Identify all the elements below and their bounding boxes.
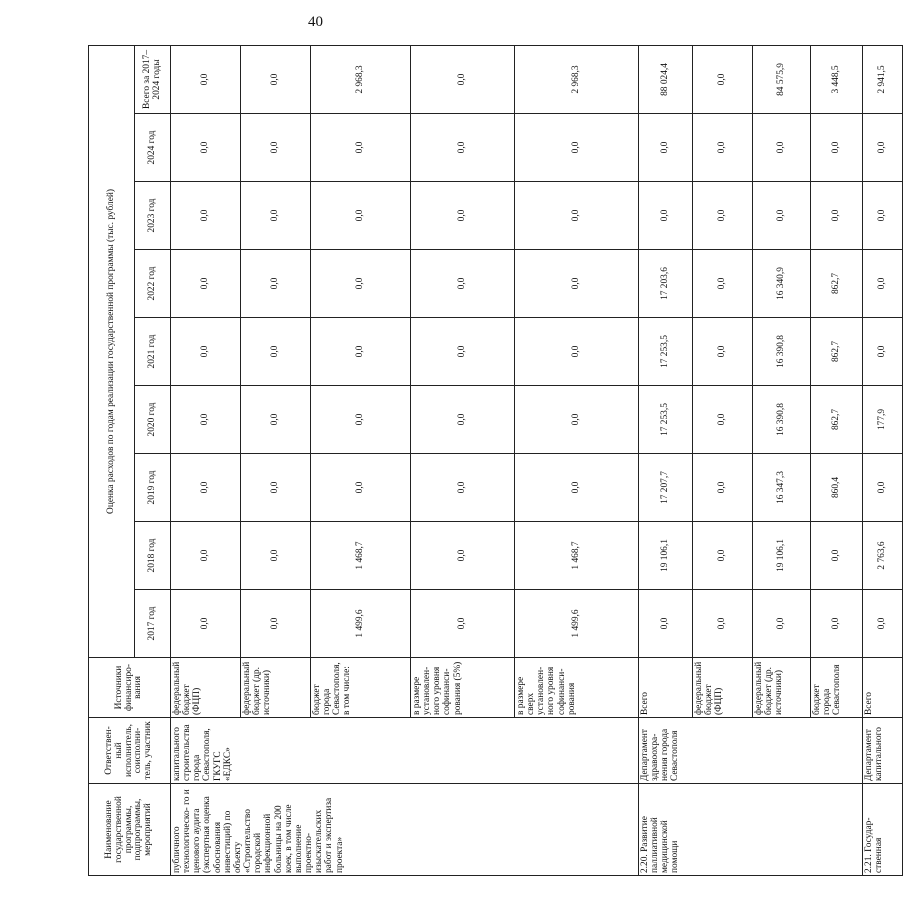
- total-cell: 2 968,3: [515, 45, 639, 113]
- value-cell: 0,0: [863, 590, 903, 658]
- value-cell: 1 468,7: [515, 522, 639, 590]
- value-cell: 0,0: [311, 386, 411, 454]
- value-cell: 0,0: [693, 522, 753, 590]
- header-year: 2021 год: [135, 318, 171, 386]
- value-cell: 0,0: [241, 386, 311, 454]
- total-cell: 88 024,4: [639, 45, 693, 113]
- value-cell: 0,0: [411, 386, 515, 454]
- value-cell: 0,0: [639, 114, 693, 182]
- value-cell: 0,0: [241, 318, 311, 386]
- value-cell: 177,9: [863, 386, 903, 454]
- value-cell: 0,0: [863, 250, 903, 318]
- value-cell: 0,0: [863, 454, 903, 522]
- total-cell: 2 968,3: [311, 45, 411, 113]
- rotated-table-wrapper: [88, 46, 888, 876]
- value-cell: 0,0: [811, 114, 863, 182]
- value-cell: 0,0: [693, 454, 753, 522]
- value-cell: 17 203,6: [639, 250, 693, 318]
- total-cell: 0,0: [693, 45, 753, 113]
- value-cell: 0,0: [171, 318, 241, 386]
- source-cell: федеральный бюджет (ФЦП): [693, 658, 753, 718]
- source-cell: Всего: [639, 658, 693, 718]
- value-cell: 0,0: [753, 590, 811, 658]
- source-cell: в размере установлен- ного уровня софинанси- рования (5%): [411, 658, 515, 718]
- table-body: [171, 45, 903, 875]
- value-cell: 0,0: [311, 454, 411, 522]
- value-cell: 17 253,5: [639, 318, 693, 386]
- value-cell: 0,0: [171, 114, 241, 182]
- table-row: [863, 45, 903, 875]
- value-cell: 0,0: [639, 590, 693, 658]
- value-cell: 0,0: [311, 182, 411, 250]
- value-cell: 0,0: [515, 318, 639, 386]
- value-cell: 17 207,7: [639, 454, 693, 522]
- executor-cell: капитального строительства города Севастополя, ГКУГС «ЕДКС»: [171, 718, 639, 784]
- value-cell: 0,0: [241, 454, 311, 522]
- value-cell: 0,0: [411, 454, 515, 522]
- header-year: 2017 год: [135, 590, 171, 658]
- header-year: 2023 год: [135, 182, 171, 250]
- value-cell: 0,0: [171, 386, 241, 454]
- value-cell: 0,0: [171, 182, 241, 250]
- value-cell: 862,7: [811, 318, 863, 386]
- value-cell: 0,0: [515, 250, 639, 318]
- header-name: Наименование государственной программы, подпрограммы, мероприятий: [89, 784, 171, 876]
- value-cell: 0,0: [693, 590, 753, 658]
- value-cell: 862,7: [811, 386, 863, 454]
- value-cell: 0,0: [171, 522, 241, 590]
- total-cell: 0,0: [241, 45, 311, 113]
- value-cell: 0,0: [311, 318, 411, 386]
- value-cell: 0,0: [693, 386, 753, 454]
- executor-cell: Департамент капитального: [863, 718, 903, 784]
- source-cell: бюджет города Севастополя: [811, 658, 863, 718]
- value-cell: 0,0: [811, 590, 863, 658]
- value-cell: 2 763,6: [863, 522, 903, 590]
- activity-name: 2.21. Государ- ственная: [863, 784, 903, 876]
- value-cell: 0,0: [753, 182, 811, 250]
- header-year: 2024 год: [135, 114, 171, 182]
- value-cell: 0,0: [639, 182, 693, 250]
- value-cell: 1 499,6: [311, 590, 411, 658]
- header-year: 2019 год: [135, 454, 171, 522]
- source-cell: в размере сверх установлен- ного уровня софинанси- рования: [515, 658, 639, 718]
- value-cell: 0,0: [411, 182, 515, 250]
- value-cell: 1 499,6: [515, 590, 639, 658]
- value-cell: 16 390,8: [753, 318, 811, 386]
- value-cell: 0,0: [863, 182, 903, 250]
- total-cell: 3 448,5: [811, 45, 863, 113]
- header-year: 2018 год: [135, 522, 171, 590]
- value-cell: 0,0: [693, 318, 753, 386]
- page-number: 40: [308, 14, 323, 30]
- value-cell: 0,0: [411, 318, 515, 386]
- value-cell: 860,4: [811, 454, 863, 522]
- executor-cell: Департамент здравоохра- нения города Севастополя: [639, 718, 863, 784]
- header-year: 2020 год: [135, 386, 171, 454]
- table-row: [639, 45, 693, 875]
- header-executor: Ответствен- ный исполнитель, соисполни- тель, участник: [89, 718, 171, 784]
- value-cell: 0,0: [811, 182, 863, 250]
- value-cell: 16 347,3: [753, 454, 811, 522]
- value-cell: 0,0: [241, 590, 311, 658]
- financing-table: [88, 45, 903, 876]
- value-cell: 0,0: [753, 114, 811, 182]
- value-cell: 1 468,7: [311, 522, 411, 590]
- value-cell: 0,0: [811, 522, 863, 590]
- total-cell: 2 941,5: [863, 45, 903, 113]
- value-cell: 862,7: [811, 250, 863, 318]
- value-cell: 0,0: [171, 250, 241, 318]
- value-cell: 0,0: [515, 454, 639, 522]
- value-cell: 0,0: [693, 250, 753, 318]
- value-cell: 0,0: [411, 522, 515, 590]
- source-cell: федеральный бюджет (др. источники): [753, 658, 811, 718]
- activity-name: публичного технологическо- го и ценового аудита (экспертная оценка обоснования инвестиций) по объекту «Строительство городской инфекционной больницы на 200 коек, в том числе выполнение проектно- изыскательских работ и экспертиза проекта»: [171, 784, 639, 876]
- total-cell: 0,0: [171, 45, 241, 113]
- value-cell: 0,0: [311, 114, 411, 182]
- value-cell: 0,0: [515, 182, 639, 250]
- header-total: Всего за 2017–2024 годы: [135, 45, 171, 113]
- value-cell: 0,0: [411, 114, 515, 182]
- value-cell: 16 340,9: [753, 250, 811, 318]
- value-cell: 0,0: [241, 250, 311, 318]
- source-cell: бюджет города Севастополя, в том числе:: [311, 658, 411, 718]
- value-cell: 0,0: [411, 250, 515, 318]
- source-cell: федеральный бюджет (ФЦП): [171, 658, 241, 718]
- value-cell: 0,0: [515, 386, 639, 454]
- header-group: Оценка расходов по годам реализации государственной программы (тыс. рублей): [89, 45, 135, 657]
- value-cell: 16 390,8: [753, 386, 811, 454]
- value-cell: 0,0: [241, 114, 311, 182]
- total-cell: 0,0: [411, 45, 515, 113]
- source-cell: федеральный бюджет (др. источники): [241, 658, 311, 718]
- source-cell: Всего: [863, 658, 903, 718]
- value-cell: 0,0: [171, 454, 241, 522]
- table-row: [171, 45, 241, 875]
- value-cell: 0,0: [241, 522, 311, 590]
- value-cell: 19 106,1: [753, 522, 811, 590]
- value-cell: 17 253,5: [639, 386, 693, 454]
- value-cell: 0,0: [171, 590, 241, 658]
- header-year: 2022 год: [135, 250, 171, 318]
- value-cell: 0,0: [863, 114, 903, 182]
- value-cell: 0,0: [693, 114, 753, 182]
- value-cell: 0,0: [241, 182, 311, 250]
- value-cell: 0,0: [693, 182, 753, 250]
- value-cell: 0,0: [515, 114, 639, 182]
- value-cell: 19 106,1: [639, 522, 693, 590]
- value-cell: 0,0: [863, 318, 903, 386]
- total-cell: 84 575,9: [753, 45, 811, 113]
- value-cell: 0,0: [411, 590, 515, 658]
- header-source: Источники финансиро- вания: [89, 658, 171, 718]
- value-cell: 0,0: [311, 250, 411, 318]
- activity-name: 2.20. Развитие паллиативной медицинской помощи: [639, 784, 863, 876]
